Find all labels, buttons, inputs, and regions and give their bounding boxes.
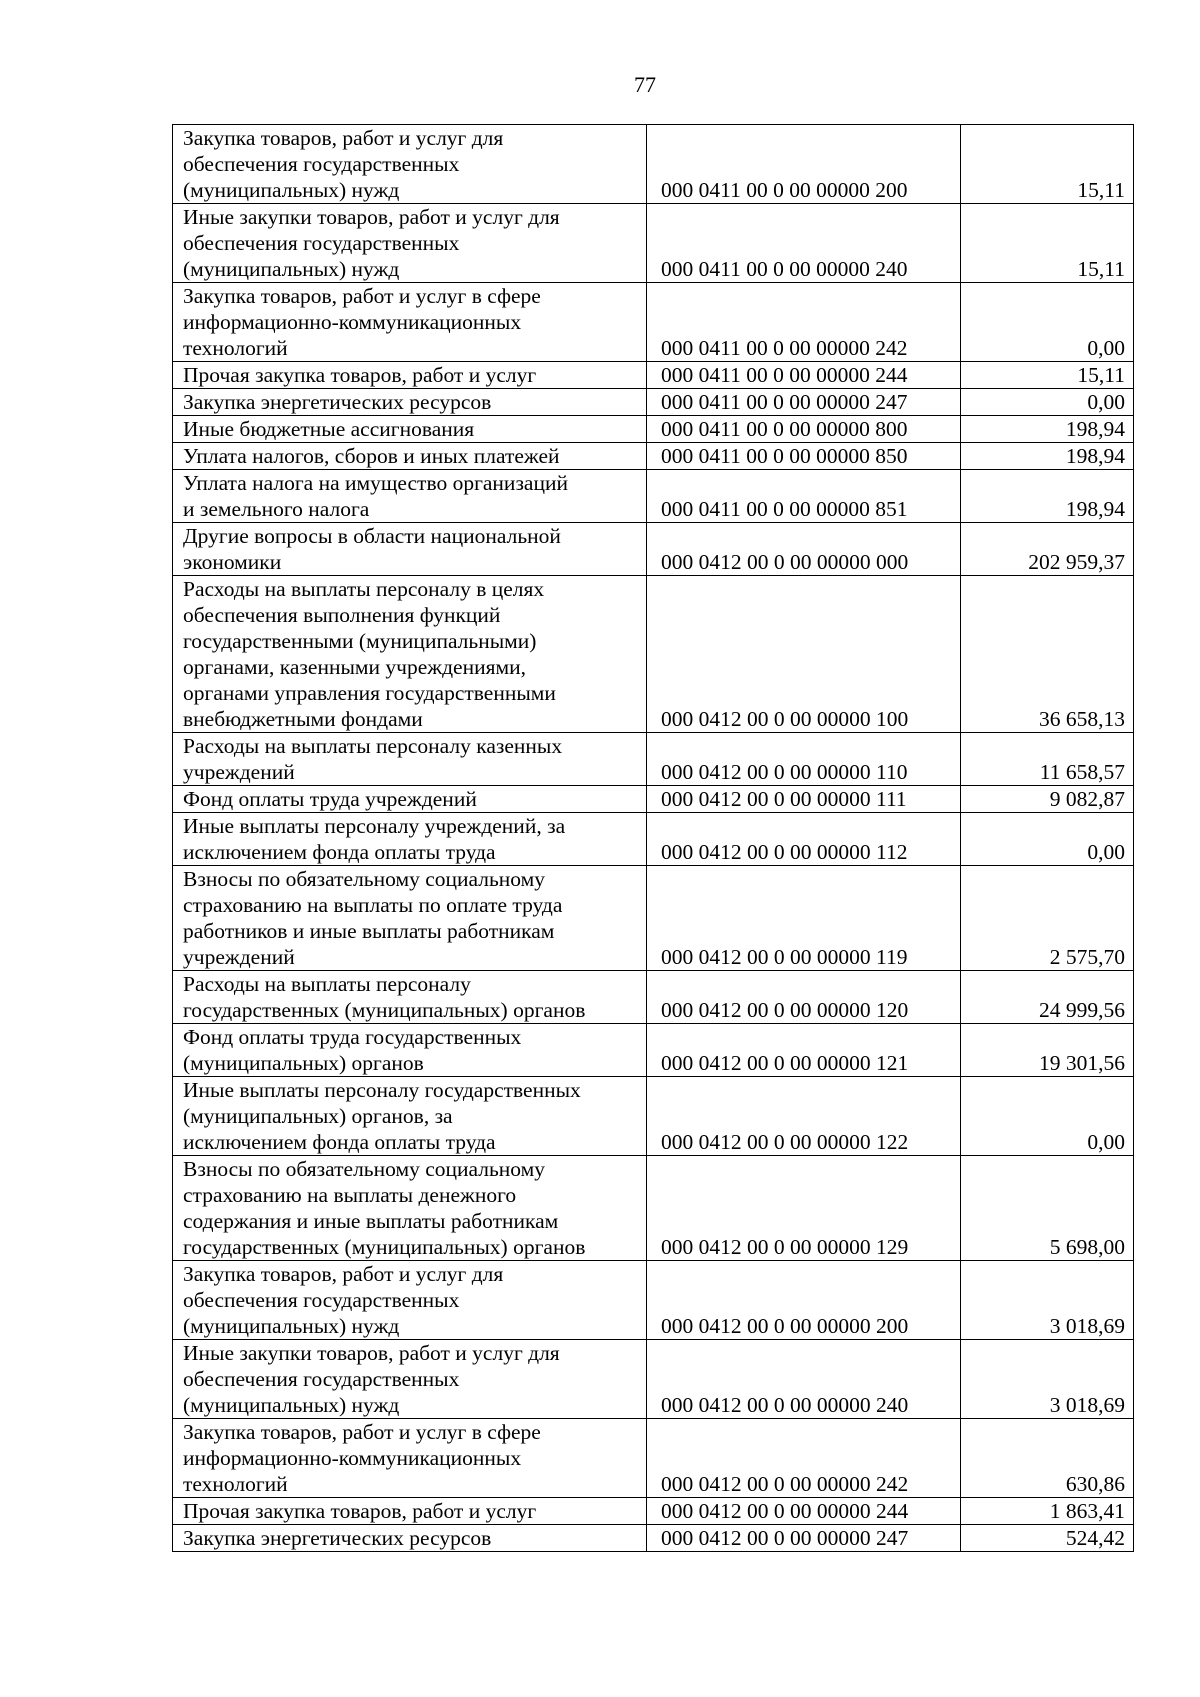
budget-code-cell: 000 0411 00 0 00 00000 242 xyxy=(647,283,961,362)
page-number: 77 xyxy=(634,72,656,97)
expense-name-cell: Расходы на выплаты персоналу государственных (муниципальных) органов xyxy=(173,971,647,1024)
amount-cell: 24 999,56 xyxy=(961,971,1134,1024)
expense-name-cell: Иные бюджетные ассигнования xyxy=(173,416,647,443)
amount-cell: 198,94 xyxy=(961,470,1134,523)
budget-code-cell: 000 0412 00 0 00 00000 119 xyxy=(647,866,961,971)
budget-table-body xyxy=(173,125,1134,1552)
table-row xyxy=(173,1261,1134,1340)
budget-code-cell: 000 0411 00 0 00 00000 240 xyxy=(647,204,961,283)
budget-code-cell: 000 0412 00 0 00 00000 000 xyxy=(647,523,961,576)
expense-name-cell: Уплата налогов, сборов и иных платежей xyxy=(173,443,647,470)
expense-name-cell: Взносы по обязательному социальному страхованию на выплаты денежного содержания и иные выплаты работникам государственных (муниципальных) органов xyxy=(173,1156,647,1261)
budget-code-cell: 000 0412 00 0 00 00000 240 xyxy=(647,1340,961,1419)
amount-cell: 0,00 xyxy=(961,389,1134,416)
table-row xyxy=(173,786,1134,813)
amount-cell: 3 018,69 xyxy=(961,1340,1134,1419)
budget-code-cell: 000 0411 00 0 00 00000 244 xyxy=(647,362,961,389)
amount-cell: 11 658,57 xyxy=(961,733,1134,786)
expense-name-cell: Закупка товаров, работ и услуг в сфере информационно-коммуникационных технологий xyxy=(173,1419,647,1498)
expense-name-cell: Закупка энергетических ресурсов xyxy=(173,389,647,416)
table-row xyxy=(173,971,1134,1024)
budget-table xyxy=(172,124,1134,1552)
amount-cell: 5 698,00 xyxy=(961,1156,1134,1261)
expense-name-cell: Прочая закупка товаров, работ и услуг xyxy=(173,1498,647,1525)
table-row xyxy=(173,1419,1134,1498)
amount-cell: 19 301,56 xyxy=(961,1024,1134,1077)
expense-name-cell: Закупка товаров, работ и услуг в сфере информационно-коммуникационных технологий xyxy=(173,283,647,362)
amount-cell: 0,00 xyxy=(961,283,1134,362)
expense-name-cell: Фонд оплаты труда государственных (муниципальных) органов xyxy=(173,1024,647,1077)
expense-name-cell: Прочая закупка товаров, работ и услуг xyxy=(173,362,647,389)
amount-cell: 15,11 xyxy=(961,204,1134,283)
table-row xyxy=(173,1156,1134,1261)
amount-cell: 2 575,70 xyxy=(961,866,1134,971)
expense-name-cell: Расходы на выплаты персоналу в целях обеспечения выполнения функций государственными (муниципальными) органами, казенными учреждениями, органами управления государственными внебюджетными фондами xyxy=(173,576,647,733)
table-row xyxy=(173,733,1134,786)
table-row xyxy=(173,389,1134,416)
amount-cell: 15,11 xyxy=(961,362,1134,389)
budget-code-cell: 000 0412 00 0 00 00000 110 xyxy=(647,733,961,786)
budget-code-cell: 000 0412 00 0 00 00000 244 xyxy=(647,1498,961,1525)
amount-cell: 198,94 xyxy=(961,416,1134,443)
amount-cell: 524,42 xyxy=(961,1525,1134,1552)
table-row xyxy=(173,813,1134,866)
expense-name-cell: Закупка товаров, работ и услуг для обеспечения государственных (муниципальных) нужд xyxy=(173,125,647,204)
budget-code-cell: 000 0411 00 0 00 00000 850 xyxy=(647,443,961,470)
amount-cell: 0,00 xyxy=(961,813,1134,866)
expense-name-cell: Иные закупки товаров, работ и услуг для обеспечения государственных (муниципальных) нужд xyxy=(173,1340,647,1419)
budget-code-cell: 000 0411 00 0 00 00000 800 xyxy=(647,416,961,443)
expense-name-cell: Иные выплаты персоналу учреждений, за исключением фонда оплаты труда xyxy=(173,813,647,866)
expense-name-cell: Уплата налога на имущество организаций и земельного налога xyxy=(173,470,647,523)
budget-code-cell: 000 0412 00 0 00 00000 200 xyxy=(647,1261,961,1340)
expense-name-cell: Расходы на выплаты персоналу казенных учреждений xyxy=(173,733,647,786)
table-row xyxy=(173,283,1134,362)
budget-code-cell: 000 0411 00 0 00 00000 200 xyxy=(647,125,961,204)
budget-code-cell: 000 0411 00 0 00 00000 247 xyxy=(647,389,961,416)
expense-name-cell: Фонд оплаты труда учреждений xyxy=(173,786,647,813)
table-row xyxy=(173,1340,1134,1419)
table-row xyxy=(173,416,1134,443)
amount-cell: 202 959,37 xyxy=(961,523,1134,576)
budget-code-cell: 000 0412 00 0 00 00000 120 xyxy=(647,971,961,1024)
budget-code-cell: 000 0412 00 0 00 00000 242 xyxy=(647,1419,961,1498)
expense-name-cell: Взносы по обязательному социальному страхованию на выплаты по оплате труда работников и иные выплаты работникам учреждений xyxy=(173,866,647,971)
table-row xyxy=(173,1498,1134,1525)
table-row xyxy=(173,362,1134,389)
amount-cell: 198,94 xyxy=(961,443,1134,470)
expense-name-cell: Закупка товаров, работ и услуг для обеспечения государственных (муниципальных) нужд xyxy=(173,1261,647,1340)
budget-code-cell: 000 0412 00 0 00 00000 100 xyxy=(647,576,961,733)
table-row xyxy=(173,523,1134,576)
table-row xyxy=(173,576,1134,733)
table-row xyxy=(173,125,1134,204)
amount-cell: 3 018,69 xyxy=(961,1261,1134,1340)
table-row xyxy=(173,1077,1134,1156)
expense-name-cell: Другие вопросы в области национальной экономики xyxy=(173,523,647,576)
budget-code-cell: 000 0411 00 0 00 00000 851 xyxy=(647,470,961,523)
budget-code-cell: 000 0412 00 0 00 00000 111 xyxy=(647,786,961,813)
table-row xyxy=(173,1525,1134,1552)
amount-cell: 36 658,13 xyxy=(961,576,1134,733)
table-row xyxy=(173,866,1134,971)
budget-code-cell: 000 0412 00 0 00 00000 112 xyxy=(647,813,961,866)
table-row xyxy=(173,470,1134,523)
budget-code-cell: 000 0412 00 0 00 00000 247 xyxy=(647,1525,961,1552)
amount-cell: 1 863,41 xyxy=(961,1498,1134,1525)
budget-code-cell: 000 0412 00 0 00 00000 129 xyxy=(647,1156,961,1261)
budget-code-cell: 000 0412 00 0 00 00000 122 xyxy=(647,1077,961,1156)
amount-cell: 630,86 xyxy=(961,1419,1134,1498)
budget-code-cell: 000 0412 00 0 00 00000 121 xyxy=(647,1024,961,1077)
amount-cell: 0,00 xyxy=(961,1077,1134,1156)
expense-name-cell: Иные закупки товаров, работ и услуг для обеспечения государственных (муниципальных) нужд xyxy=(173,204,647,283)
expense-name-cell: Закупка энергетических ресурсов xyxy=(173,1525,647,1552)
amount-cell: 15,11 xyxy=(961,125,1134,204)
expense-name-cell: Иные выплаты персоналу государственных (муниципальных) органов, за исключением фонда оплаты труда xyxy=(173,1077,647,1156)
table-row xyxy=(173,443,1134,470)
amount-cell: 9 082,87 xyxy=(961,786,1134,813)
table-row xyxy=(173,1024,1134,1077)
table-row xyxy=(173,204,1134,283)
